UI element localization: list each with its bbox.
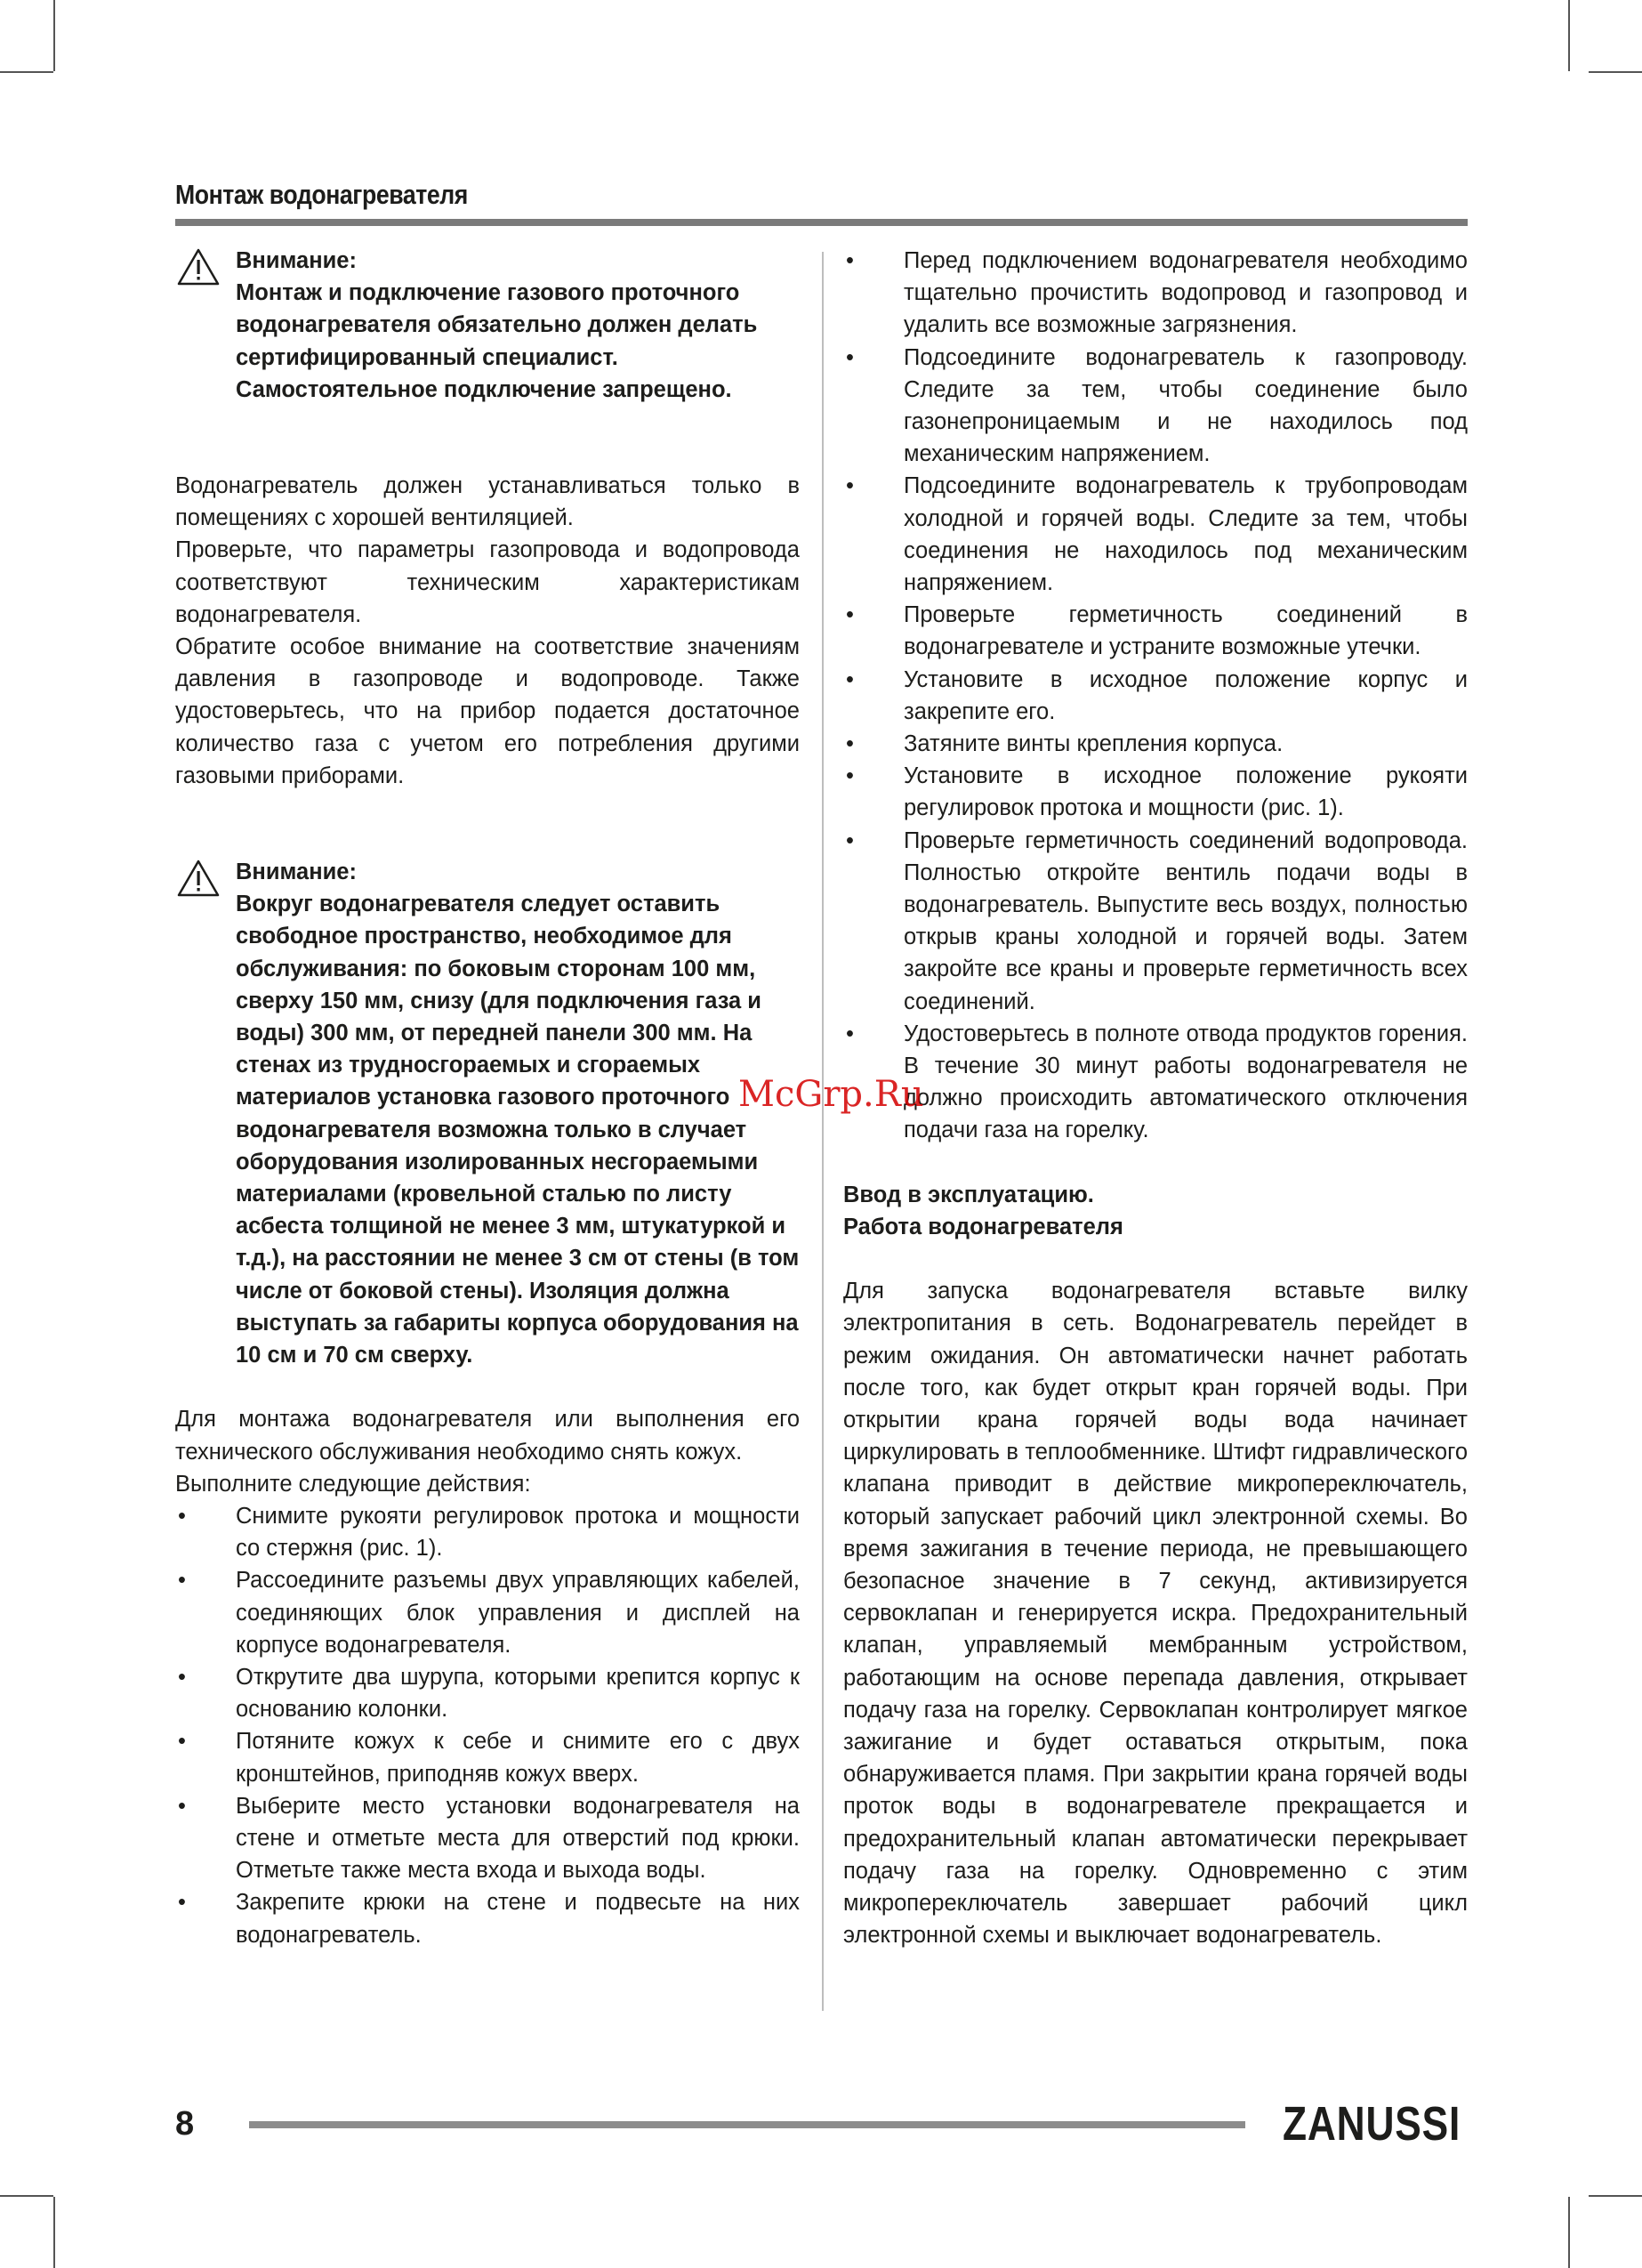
- operation-paragraph: Для запуска водонагревателя вставьте вилку электропитания в сеть. Водонагреватель перейдет в режим ожидания. Он автоматически начнет работать после того, как будет открыт кран горячей воды. При открытии крана горячей воды вода начинает циркулировать в теплообменнике. Штифт гидравлического клапана приводит в действие микропереключатель, который запускает рабочий цикл электронной схемы. Во время зажигания в течение периода, не превышающего безопасное значение в 7 секунд, активизируется сервоклапан и генерируется искра. Предохранительный клапан, управляемый мембранным устройством, работающим на основе перепада давления, открывает подачу газа на горелку. Сервоклапан контролирует мягкое зажигание и будет оставаться открытым, пока обнаруживается пламя. При закрытии крана горячей воды проток воды в водонагревателе прекращается и предохранительный клапан автоматически перекрывает подачу газа на горелку. Одновременно с этим микропереключатель завершает рабочий цикл электронной схемы и выключает водонагреватель.: [843, 1279, 1468, 1949]
- column-divider: [822, 252, 824, 2011]
- list-item: • Закрепите крюки на стене и подвесьте на них водонагреватель.: [175, 1886, 800, 1950]
- list-item: • Установите в исходное положение корпус и закрепите его.: [843, 664, 1468, 728]
- crop-mark: [53, 0, 55, 71]
- list-item: • Перед подключением водонагревателя необходимо тщательно прочистить водопровод и газопровод и удалить все возможные загрязнения.: [843, 245, 1468, 342]
- list-item: • Снимите рукояти регулировок протока и мощности со стержня (рис. 1).: [175, 1500, 800, 1564]
- warning-icon: [177, 248, 220, 286]
- crop-mark: [1589, 2195, 1642, 2197]
- crop-mark: [53, 2197, 55, 2268]
- intro-paragraph: Проверьте, что параметры газопровода и водопровода соответствуют техническим характеристикам водонагревателя.: [175, 537, 800, 627]
- list-item: • Проверьте герметичность соединений водопровода. Полностью откройте вентиль подачи воды в водонагреватель. Выпустите весь воздух, полностью открыв краны холодной и горячей воды. Затем закройте все краны и проверьте герметичность всех соединений.: [843, 825, 1468, 1018]
- list-item: • Рассоедините разъемы двух управляющих кабелей, соединяющих блок управления и дисплей на корпусе водонагревателя.: [175, 1564, 800, 1661]
- list-item: • Проверьте герметичность соединений в водонагревателе и устраните возможные утечки.: [843, 599, 1468, 663]
- page-title: Монтаж водонагревателя: [175, 179, 468, 210]
- crop-mark: [1589, 71, 1642, 73]
- list-item: • Установите в исходное положение рукояти регулировок протока и мощности (рис. 1).: [843, 760, 1468, 824]
- list-item: • Подсоедините водонагреватель к газопроводу. Следите за тем, чтобы соединение было газонепроницаемым и не находилось под механическим напряжением.: [843, 342, 1468, 471]
- intro-paragraph: Обратите особое внимание на соответствие значениям давления в газопроводе и водопроводе. Также удостоверьтесь, что на прибор подается достаточное количество газа с учетом его потребления другими газовыми приборами.: [175, 634, 800, 788]
- crop-mark: [0, 71, 53, 73]
- crop-mark: [0, 2195, 53, 2197]
- list-item: • Потяните кожух к себе и снимите его с двух кронштейнов, приподняв кожух вверх.: [175, 1725, 800, 1789]
- warning-title: Внимание:: [236, 248, 357, 273]
- brand-logo: ZANUSSI: [1283, 2097, 1461, 2151]
- crop-mark: [1568, 0, 1570, 71]
- warning-text: Монтаж и подключение газового проточного водонагревателя обязательно должен делать сертифицированный специалист. Самостоятельное подключение запрещено.: [236, 280, 758, 402]
- warning-icon: [177, 860, 220, 897]
- list-item: • Открутите два шурупа, которыми крепится корпус к основанию колонки.: [175, 1661, 800, 1725]
- footer-rule: [249, 2121, 1245, 2128]
- right-column: [843, 245, 1468, 1951]
- steps-list: [175, 1500, 800, 1951]
- steps-intro: Выполните следующие действия:: [175, 1471, 531, 1497]
- section-subheading: Ввод в эксплуатацию.: [843, 1182, 1094, 1207]
- left-column: [175, 245, 800, 1951]
- crop-mark: [1568, 2197, 1570, 2268]
- warning-title: Внимание:: [236, 860, 357, 885]
- warning-block: [175, 245, 800, 406]
- list-item: • Подсоедините водонагреватель к трубопроводам холодной и горячей воды. Следите за тем, чтобы соединения не находилось под механическим напряжением.: [843, 470, 1468, 599]
- warning-text: Вокруг водонагревателя следует оставить свободное пространство, необходимое для обслуживания: по боковым сторонам 100 мм, сверху 150 мм, снизу (для подключения газа и воды) 300 мм, от передней панели 300 мм. На стенах из трудносгораемых и сгораемых материалов установка газового проточного водонагревателя возможна только в случает оборудования изолированных несгораемыми материалами (кровельной сталью по листу асбеста толщиной не менее 3 мм, штукатуркой и т.д.), на расстоянии не менее 3 см от стены (в том числе от боковой стены). Изоляция должна выступать за габариты корпуса оборудования на 10 см и 70 см сверху.: [236, 892, 800, 1368]
- steps-list: [843, 245, 1468, 1147]
- list-item: • Затяните винты крепления корпуса.: [843, 728, 1468, 760]
- intro-paragraph: Водонагреватель должен устанавливаться только в помещениях с хорошей вентиляцией.: [175, 473, 800, 531]
- list-item: • Удостоверьтесь в полноте отвода продуктов горения. В течение 30 минут работы водонагревателя не должно происходить автоматического отключения подачи газа на горелку.: [843, 1018, 1468, 1147]
- page-number: 8: [175, 2105, 195, 2143]
- warning-block: [175, 856, 800, 1371]
- title-rule: [175, 219, 1468, 226]
- section-subheading: Работа водонагревателя: [843, 1214, 1123, 1239]
- cover-paragraph: Для монтажа водонагревателя или выполнения его технического обслуживания необходимо снять кожух.: [175, 1407, 800, 1465]
- list-item: • Выберите место установки водонагревателя на стене и отметьте места для отверстий под крюки. Отметьте также места входа и выхода воды.: [175, 1790, 800, 1887]
- watermark: McGrp.Ru: [738, 1074, 924, 1115]
